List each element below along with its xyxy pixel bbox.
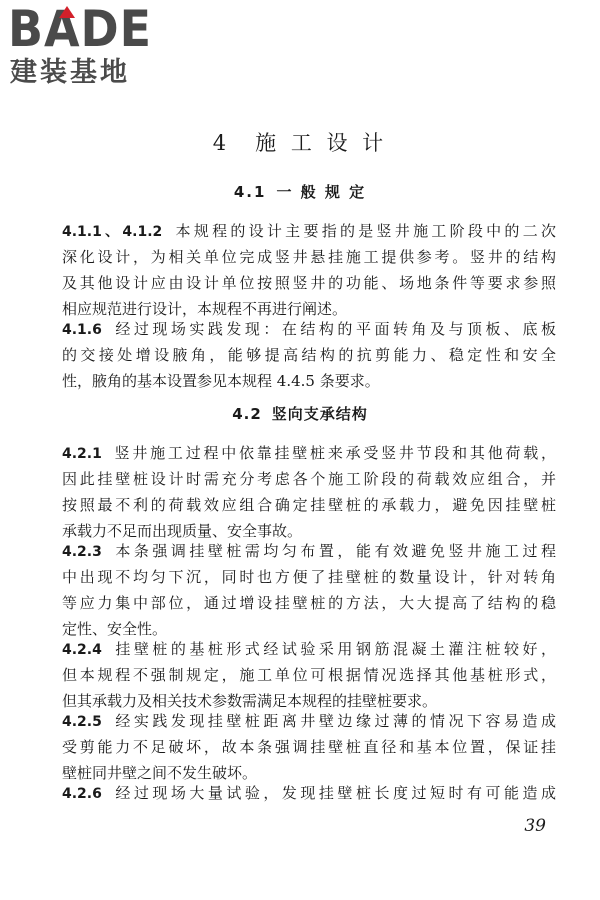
clause-line: 性，腋角的基本设置参见本规程 4.4.5 条要求。 xyxy=(62,372,380,390)
section-heading-4-1 xyxy=(0,181,600,203)
clause-4-2-4 xyxy=(62,636,556,714)
section-title-text: 竖向支承结构 xyxy=(271,405,368,423)
publisher-logo xyxy=(8,0,178,92)
section-heading-4-2 xyxy=(0,403,600,425)
section-number: 4.2 xyxy=(232,405,262,423)
clause-4-2-5 xyxy=(62,708,556,786)
clause-line: 的交接处增设腋角，能够提高结构的抗剪能力、稳定性和安全 xyxy=(62,346,556,364)
clause-4-2-3 xyxy=(62,538,556,642)
clause-line: 4.1.1、4.1.2 本规程的设计主要指的是竖井施工阶段中的二次 xyxy=(62,222,556,240)
logo-accent-arrow-icon xyxy=(59,6,75,18)
clause-4-1-6 xyxy=(62,316,556,394)
section-number: 4.1 xyxy=(233,183,267,201)
clause-number: 4.2.3 xyxy=(62,544,102,560)
section-title-text: 一 般 规 定 xyxy=(276,183,367,201)
clause-line: 相应规范进行设计，本规程不再进行阐述。 xyxy=(62,300,348,318)
clause-line: 定性、安全性。 xyxy=(62,620,168,638)
clause-line: 壁桩同井壁之间不发生破坏。 xyxy=(62,764,258,782)
clause-line: 按照最不利的荷载效应组合确定挂壁桩的承载力，避免因挂壁桩 xyxy=(62,496,556,514)
clause-line: 4.1.6 经过现场实践发现：在结构的平面转角及与顶板、底板 xyxy=(62,320,556,338)
clause-line: 深化设计，为相关单位完成竖井悬挂施工提供参考。竖井的结构 xyxy=(62,248,556,266)
clause-line: 4.2.5 经实践发现挂壁桩距离井壁边缘过薄的情况下容易造成 xyxy=(62,712,556,730)
clause-4-2-6 xyxy=(62,780,556,806)
clause-line: 但其承载力及相关技术参数需满足本规程的挂壁桩要求。 xyxy=(62,692,438,710)
clause-4-1-1 xyxy=(62,218,556,322)
logo-tagline: 建装基地 xyxy=(10,57,130,88)
clause-line: 4.2.6 经过现场大量试验，发现挂壁桩长度过短时有可能造成 xyxy=(62,784,556,802)
clause-line: 承载力不足而出现质量、安全事故。 xyxy=(62,522,303,540)
clause-line: 受剪能力不足破坏，故本条强调挂壁桩直径和基本位置，保证挂 xyxy=(62,738,556,756)
clause-line: 中出现不均匀下沉，同时也方便了挂壁桩的数量设计，针对转角 xyxy=(62,568,556,586)
clause-line: 等应力集中部位，通过增设挂壁桩的方法，大大提高了结构的稳 xyxy=(62,594,556,612)
clause-number: 4.2.1 xyxy=(62,446,102,462)
logo-wordmark: BADE xyxy=(8,0,152,58)
clause-number: 4.2.4 xyxy=(62,642,102,658)
clause-line: 4.2.1 竖井施工过程中依靠挂壁桩来承受竖井节段和其他荷载， xyxy=(62,444,556,462)
clause-line: 4.2.3 本条强调挂壁桩需均匀布置，能有效避免竖井施工过程 xyxy=(62,542,556,560)
clause-line: 因此挂壁桩设计时需充分考虑各个施工阶段的荷载效应组合，并 xyxy=(62,470,556,488)
clause-number: 4.1.6 xyxy=(62,322,102,338)
clause-number: 4.2.5 xyxy=(62,714,102,730)
clause-number: 4.2.6 xyxy=(62,786,102,802)
clause-4-2-1 xyxy=(62,440,556,544)
clause-number: 4.1.1、4.1.2 xyxy=(62,224,163,240)
clause-line: 但本规程不强制规定，施工单位可根据情况选择其他基桩形式， xyxy=(62,666,556,684)
clause-line: 4.2.4 挂壁桩的基桩形式经试验采用钢筋混凝土灌注桩较好， xyxy=(62,640,556,658)
chapter-title: 4 施 工 设 计 xyxy=(212,131,388,155)
clause-line: 及其他设计应由设计单位按照竖井的功能、场地条件等要求参照 xyxy=(62,274,556,292)
page-number: 39 xyxy=(524,816,546,836)
